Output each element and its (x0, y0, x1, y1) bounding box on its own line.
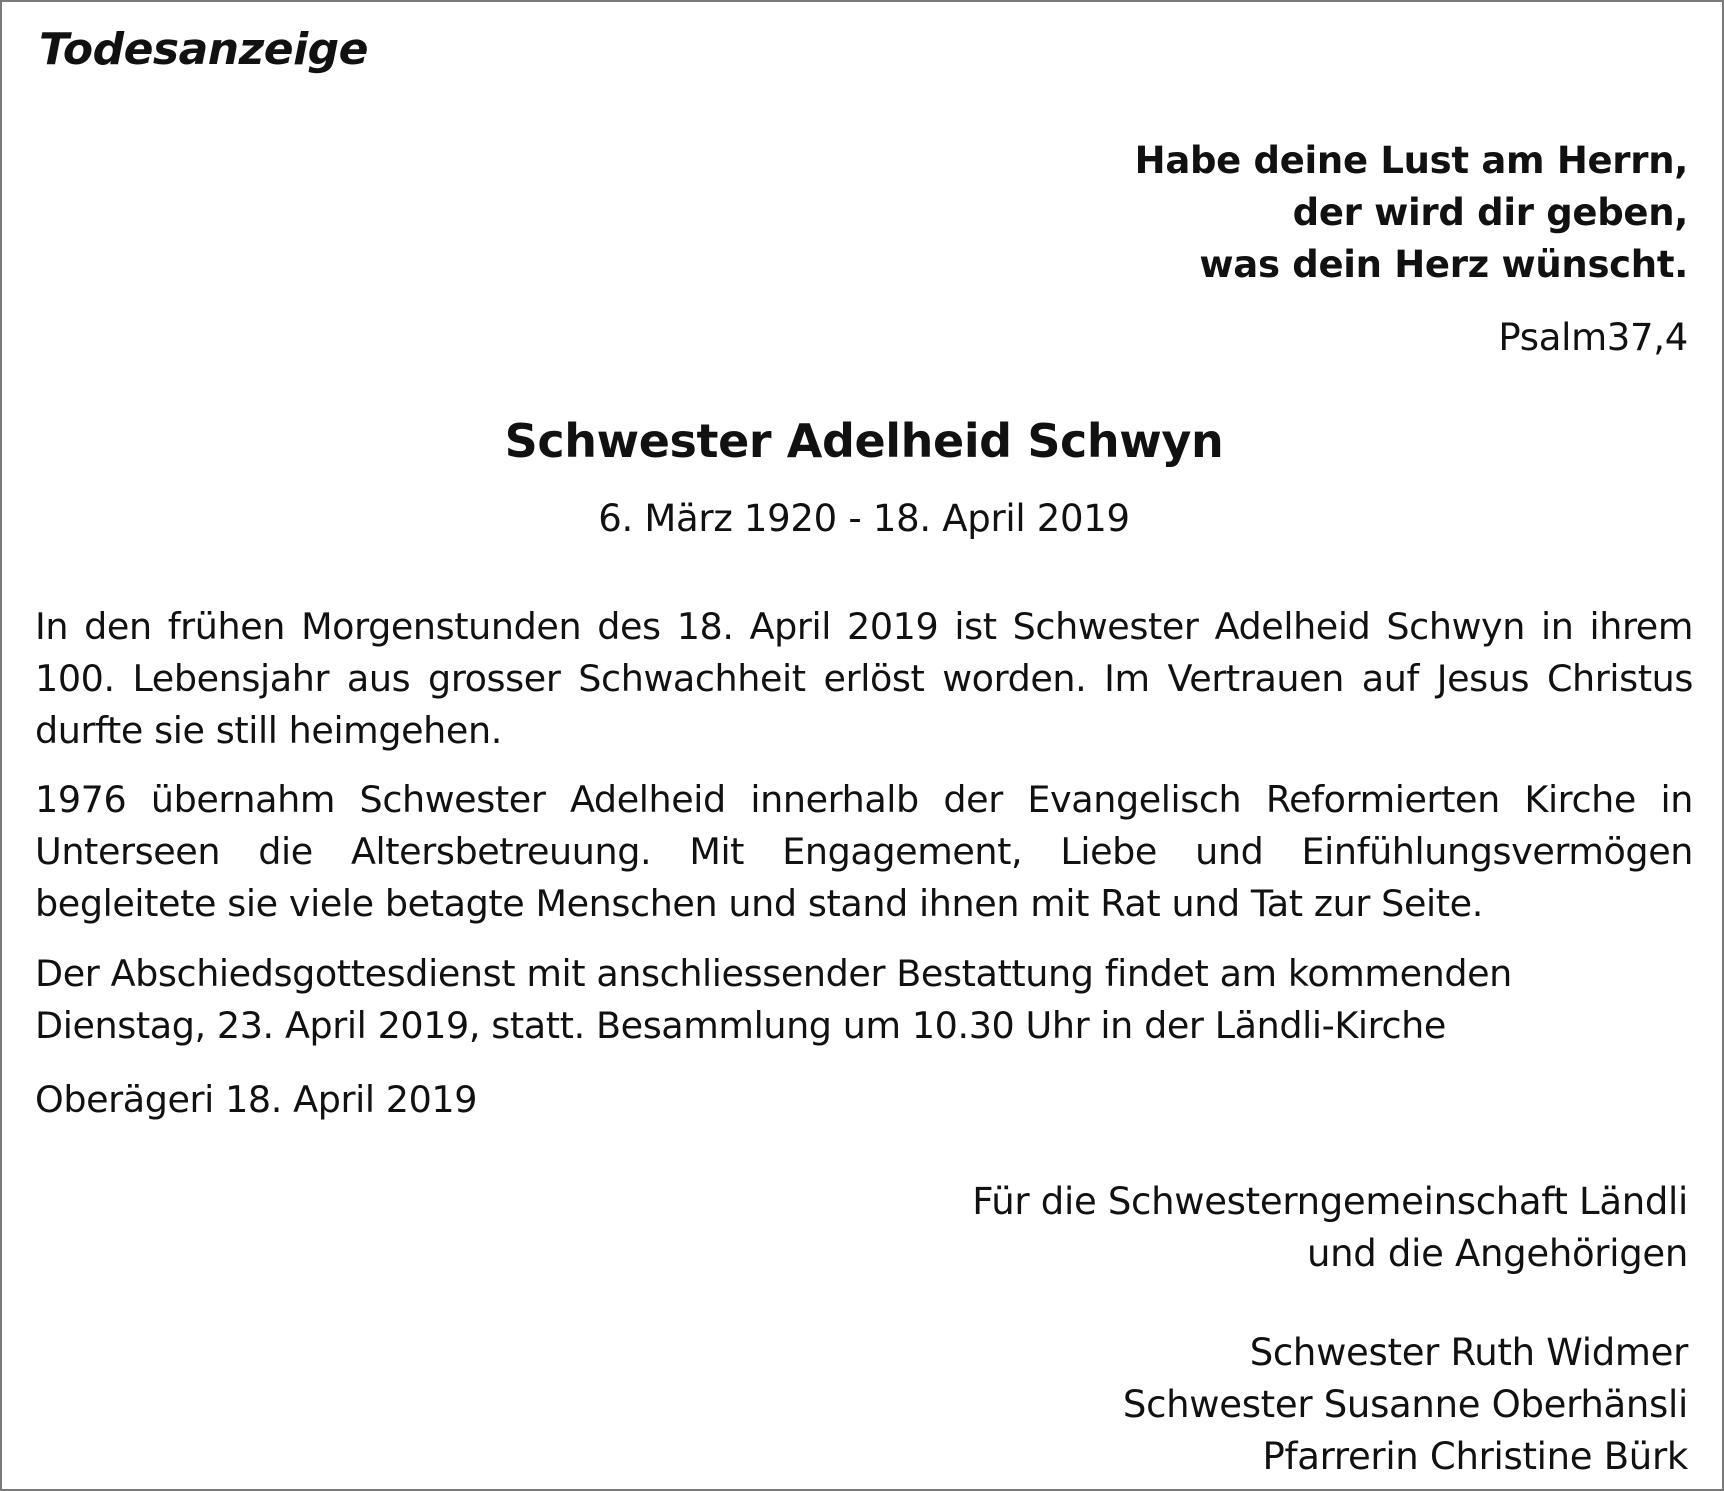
paragraph-line: Dienstag, 23. April 2019, statt. Besammlung um 10.30 Uhr in der Ländli-Kirche (35, 1004, 1446, 1047)
verse-reference: Psalm37,4 (1498, 316, 1688, 359)
paragraph-line: Der Abschiedsgottesdienst mit anschliessender Bestattung findet am kommenden (35, 952, 1512, 995)
signer-name: Pfarrerin Christine Bürk (1262, 1435, 1688, 1478)
deceased-name: Schwester Adelheid Schwyn (504, 414, 1224, 468)
place-and-date: Oberägeri 18. April 2019 (35, 1078, 478, 1121)
verse-line: der wird dir geben, (1292, 191, 1688, 234)
signoff-line: Für die Schwesterngemeinschaft Ländli (972, 1180, 1688, 1223)
signer-name: Schwester Susanne Oberhänsli (1122, 1383, 1688, 1426)
signers-list (1123, 1327, 1688, 1483)
body-paragraph-1: In den frühen Morgenstunden des 18. April 2019 ist Schwester Adelheid Schwyn in ihrem 100. Lebensjahr aus grosser Schwachheit erlöst worden. Im Vertrauen auf Jesus Christus durfte sie still heimgehen. (35, 605, 1693, 752)
body-paragraph-3 (35, 948, 1693, 1052)
signer-name: Schwester Ruth Widmer (1249, 1331, 1688, 1374)
life-dates: 6. März 1920 - 18. April 2019 (598, 497, 1130, 540)
verse-line: Habe deine Lust am Herrn, (1134, 139, 1688, 182)
bible-verse (1135, 135, 1688, 291)
signoff-line: und die Angehörigen (1306, 1232, 1688, 1275)
verse-line: was dein Herz wünscht. (1199, 243, 1688, 286)
body-paragraph-2: 1976 übernahm Schwester Adelheid innerhalb der Evangelisch Reformierten Kirche in Unterseen die Altersbetreuung. Mit Engagement, Liebe und Einfühlungsvermögen begleitete sie viele betagte Menschen und stand ihnen mit Rat und Tat zur Seite. (35, 778, 1693, 925)
notice-type-heading: Todesanzeige (39, 24, 368, 75)
signoff (972, 1176, 1688, 1280)
